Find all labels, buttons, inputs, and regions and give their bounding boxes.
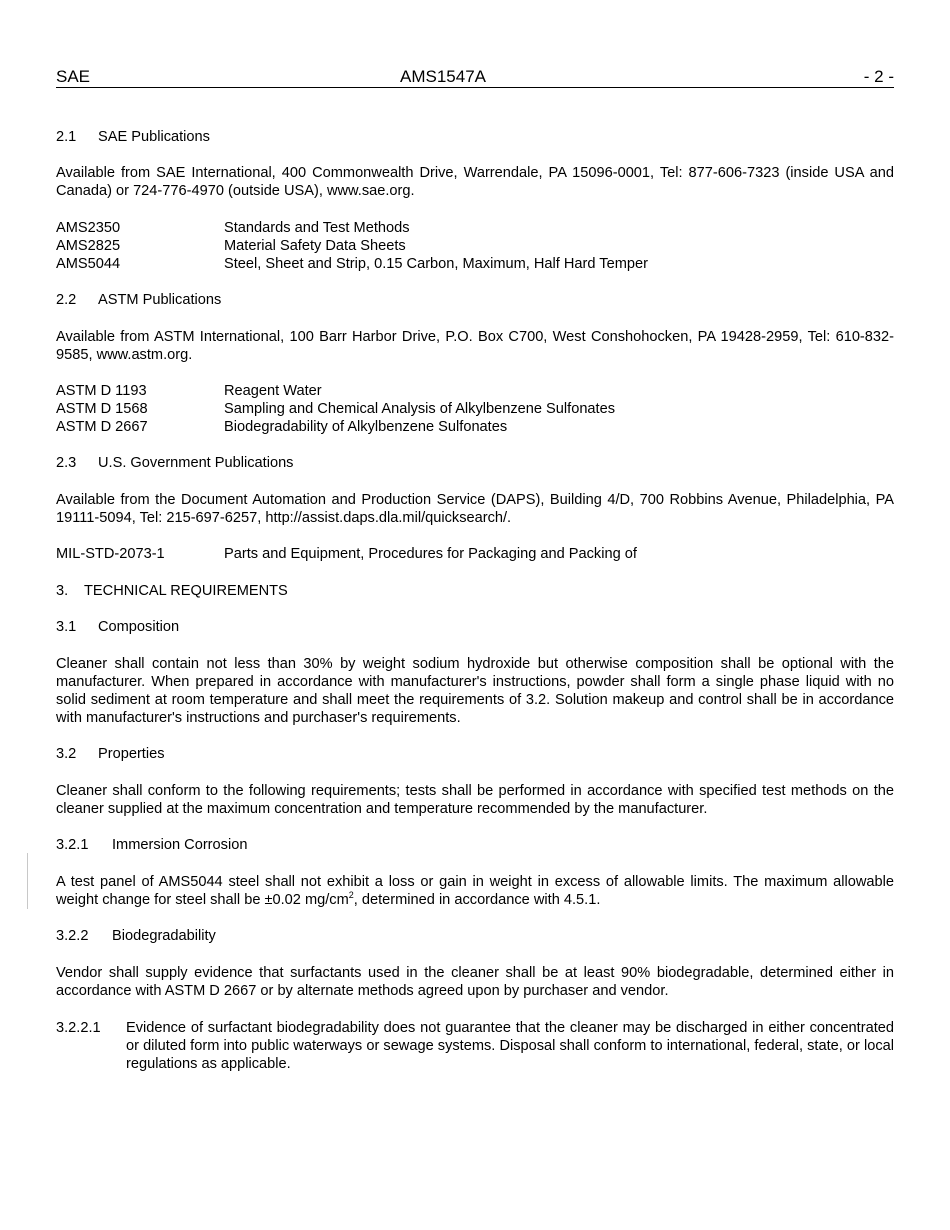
section-2-2-text: Available from ASTM International, 100 Barr Harbor Drive, P.O. Box C700, West Conshohocken, PA 19428-2959, Tel: 610-832-9585, www.astm.org. [56, 329, 894, 363]
section-3-2-2-1-text: Evidence of surfactant biodegradability does not guarantee that the cleaner may be discharged in either concentrated or diluted form into public waterways or sewage systems. Disposal shall conform to international, federal, state, or local regulations as applicable. [126, 1020, 894, 1072]
astm-reference-list [56, 382, 894, 436]
reference-row [56, 545, 894, 563]
reference-title: Reagent Water [224, 383, 322, 399]
superscript: 2 [348, 890, 354, 901]
section-3-2-1-heading [56, 836, 894, 854]
section-title: Composition [98, 619, 180, 635]
section-2-1-heading [56, 128, 894, 146]
margin-change-bar [27, 853, 28, 909]
reference-code: AMS2825 [56, 238, 121, 254]
section-2-1-text: Available from SAE International, 400 Commonwealth Drive, Warrendale, PA 15096-0001, Tel: 877-606-7323 (inside USA and Canada) or 724-776-4970 (outside USA), www.sae.org. [56, 165, 894, 199]
section-3-2-text: Cleaner shall conform to the following requirements; tests shall be performed in accordance with specified test methods on the cleaner supplied at the maximum concentration and temperature recommended by the manufacturer. [56, 783, 894, 817]
section-2-3-heading [56, 454, 894, 472]
section-number: 3.2.2.1 [56, 1020, 101, 1036]
reference-row [56, 418, 894, 436]
reference-title: Parts and Equipment, Procedures for Packaging and Packing of [224, 546, 637, 562]
section-3-2-2-text: Vendor shall supply evidence that surfactants used in the cleaner shall be at least 90% biodegradable, determined either in accordance with ASTM D 2667 or by alternate methods agreed upon by purchaser and vendor. [56, 965, 894, 999]
text-run: A test panel of AMS5044 steel shall not exhibit a loss or gain in weight in excess of allowable limits. The maximum allowable weight change for steel shall be ±0.02 mg/cm [56, 874, 894, 908]
reference-title: Biodegradability of Alkylbenzene Sulfonates [224, 419, 508, 435]
section-number: 2.3 [56, 455, 77, 471]
page-header [56, 66, 894, 88]
section-3-2-1-text [56, 873, 894, 909]
section-2-2-heading [56, 291, 894, 309]
reference-title: Steel, Sheet and Strip, 0.15 Carbon, Maximum, Half Hard Temper [224, 256, 648, 272]
section-number: 3.2 [56, 746, 77, 762]
reference-row [56, 237, 894, 255]
section-title: Biodegradability [112, 928, 216, 944]
header-doc-number: AMS1547A [400, 67, 486, 86]
section-title: Properties [98, 746, 165, 762]
government-reference-list [56, 545, 894, 563]
reference-row [56, 400, 894, 418]
section-title: SAE Publications [98, 129, 210, 145]
reference-row [56, 219, 894, 237]
reference-title: Sampling and Chemical Analysis of Alkylbenzene Sulfonates [224, 401, 616, 417]
header-org: SAE [56, 67, 91, 86]
section-number: 3.2.1 [56, 837, 89, 853]
section-3-2-heading [56, 745, 894, 763]
section-number: 3. [56, 583, 69, 599]
section-number: 3.1 [56, 619, 77, 635]
reference-code: AMS5044 [56, 256, 121, 272]
reference-title: Material Safety Data Sheets [224, 238, 406, 254]
reference-title: Standards and Test Methods [224, 220, 410, 236]
reference-code: ASTM D 1193 [56, 383, 147, 399]
section-title: ASTM Publications [98, 292, 222, 308]
header-page-number: - 2 - [863, 67, 894, 86]
reference-code: ASTM D 1568 [56, 401, 148, 417]
reference-row [56, 382, 894, 400]
reference-code: AMS2350 [56, 220, 121, 236]
reference-code: MIL-STD-2073-1 [56, 546, 165, 562]
section-title: U.S. Government Publications [98, 455, 294, 471]
section-2-3-text: Available from the Document Automation and Production Service (DAPS), Building 4/D, 700 Robbins Avenue, Philadelphia, PA 19111-5094, Tel: 215-697-6257, http://assist.daps.dla.mil/quicksearch/. [56, 492, 894, 526]
section-3-2-2-1 [56, 1019, 894, 1073]
reference-code: ASTM D 2667 [56, 419, 148, 435]
section-title: Immersion Corrosion [112, 837, 248, 853]
section-number: 2.1 [56, 129, 77, 145]
section-number: 3.2.2 [56, 928, 89, 944]
sae-reference-list [56, 219, 894, 273]
section-3-1-text: Cleaner shall contain not less than 30% by weight sodium hydroxide but otherwise composition shall be optional with the manufacturer. When prepared in accordance with manufacturer's instructions, powder shall form a single phase liquid with no solid sediment at room temperature and shall meet the requirements of 3.2. Solution makeup and control shall be in accordance with manufacturer's instructions and purchaser's requirements. [56, 656, 894, 726]
section-3-2-2-heading [56, 927, 894, 945]
section-3-1-heading [56, 618, 894, 636]
text-run: , determined in accordance with 4.5.1. [353, 892, 601, 908]
section-title: TECHNICAL REQUIREMENTS [84, 583, 288, 599]
reference-row [56, 255, 894, 273]
section-number: 2.2 [56, 292, 77, 308]
section-3-heading [56, 582, 894, 600]
